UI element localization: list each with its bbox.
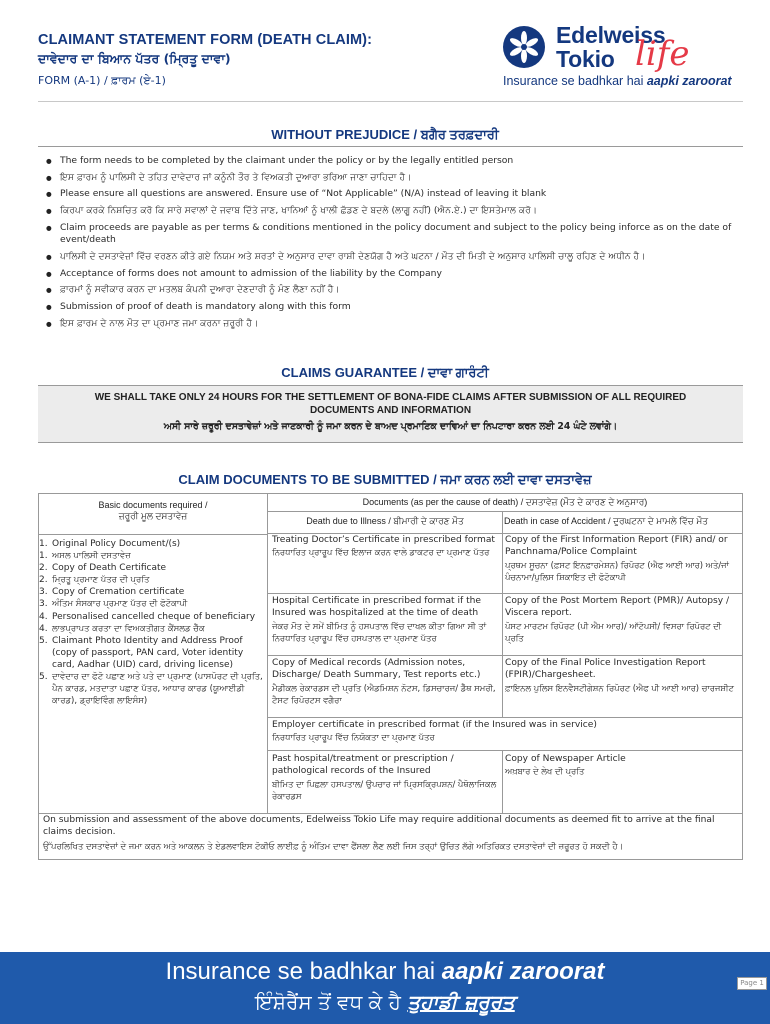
past-records-pa: ਬੀਮਿਤ ਦਾ ਪਿਛਲਾ ਹਸਪਤਾਲ/ ਉਪਚਾਰ ਜਾਂ ਪ੍ਰਿਸਕ੍ਰਿਪਸ਼ਨ/ ਪੈਥੋਲਾਜਿਕਲ ਰੇਕਾਰਡਸ <box>272 778 497 801</box>
accident-doc-en: Copy of the First Information Report (FIR) and/ or Panchnama/Police Complaint <box>505 535 728 558</box>
section-heading-claim-documents: CLAIM DOCUMENTS TO BE SUBMITTED / ਜਮਾ ਕਰਨ ਲਈ ਦਾਵਾ ਦਸਤਾਵੇਜ਼ <box>178 472 592 487</box>
guarantee-text-line2: DOCUMENTS AND INFORMATION <box>309 405 472 416</box>
logo-word-life: life <box>635 34 690 74</box>
accident-doc-en: Copy of the Final Police Investigation Report (FPIR)/Chargesheet. <box>505 658 706 681</box>
item-text: ਲਾਭਪ੍ਰਾਪਤ ਕਰਤਾ ਦਾ ਵਿਅਕਤੀਗਤ ਕੈਂਸਲਡ ਚੈੱਕ <box>52 623 205 634</box>
list-item: ● ਇਸ ਫ਼ਾਰਮ ਦੇ ਨਾਲ ਮੌਤ ਦਾ ਪ੍ਰਮਾਣ ਜਮਾ ਕਰਨਾ ਜ਼ਰੂਰੀ ਹੈ। <box>46 318 741 330</box>
footer-tagline-plain: Insurance se badhkar hai <box>165 958 442 985</box>
list-item <box>39 538 265 550</box>
list-item <box>39 623 265 635</box>
illness-doc-en: Treating Doctor’s Certificate in prescribed format <box>272 535 495 545</box>
list-item: ● Claim proceeds are payable as per terms & conditions mentioned in the policy document and subject to the policy being inforce as on the date of event/death <box>46 222 741 247</box>
illness-doc-pa: ਜੇਕਰ ਮੌਤ ਦੇ ਸਮੇਂ ਬੀਮਿਤ ਨੂੰ ਹਸਪਤਾਲ ਵਿੱਚ ਦਾਖਲ ਕੀਤਾ ਗਿਆ ਸੀ ਤਾਂ ਨਿਰਧਾਰਿਤ ਪ੍ਰਾਰੂਪ ਵਿੱਚ ਹਸਪਤਾਲ ਦਾ ਪ੍ਰਮਾਣ ਪੱਤਰ <box>272 620 487 643</box>
list-item: ● ਇਸ ਫ਼ਾਰਮ ਨੂੰ ਪਾਲਿਸੀ ਦੇ ਤਹਿਤ ਦਾਵੇਦਾਰ ਜਾਂ ਕਨੂੰਨੀ ਤੌਰ ਤੇ ਵਿਅਕਤੀ ਦੁਆਰਾ ਭਰਿਆ ਜਾਣਾ ਚਾਹਿਦਾ ਹੈ। <box>46 172 741 184</box>
tagline-plain: Insurance se badhkar hai <box>503 74 647 88</box>
item-text: Claimant Photo Identity and Address Proof (copy of passport, PAN card, Voter identity card, Aadhar (UID) card, driving license) <box>52 635 244 670</box>
list-item: ● ਕਿਰਪਾ ਕਰਕੇ ਨਿਸ਼ਚਿਤ ਕਰੋ ਕਿ ਸਾਰੇ ਸਵਾਲਾਂ ਦੇ ਜਵਾਬ ਦਿੱਤੇ ਜਾਣ, ਖਾਨਿਆਂ ਨੂੰ ਖਾਲੀ ਛੱਡਣ ਦੇ ਬਦਲੇ (ਲਾਗੂ ਨਹੀਂ) (ਐਨ.ਏ.) ਦਾ ਇਸਤੇਮਾਲ ਕਰੋ। <box>46 205 741 217</box>
item-number: 3. <box>39 599 48 610</box>
list-item <box>39 598 265 610</box>
edelweiss-tokio-logo <box>503 22 743 92</box>
item-text: ਅੰਤਿਮ ਸੰਸਕਾਰ ਪ੍ਰਮਾਣ ਪੱਤਰ ਦੀ ਫੋਟੋਕਾਪੀ <box>52 599 188 610</box>
footer-tagline-pa-emphasis: ਤੁਹਾਡੀ ਜ਼ਰੂਰਤ <box>407 990 515 1014</box>
item-number: 5. <box>39 635 48 646</box>
list-item: ● ਪਾਲਿਸੀ ਦੇ ਦਸਤਾਵੇਜ਼ਾਂ ਵਿੱਚ ਵਰਣਨ ਕੀਤੇ ਗਏ ਨਿਯਮ ਅਤੇ ਸ਼ਰਤਾਂ ਦੇ ਅਨੁਸਾਰ ਦਾਵਾ ਰਾਸ਼ੀ ਦੇਣਯੋਗ ਹੈ ਅਤੇ ਘਟਨਾ / ਮੌਤ ਦੀ ਮਿਤੀ ਦੇ ਅਨੁਸਾਰ ਪਾਲਿਸੀ ਚਾਲੂ ਰਹਿਣ ਦੇ ਅਧੀਨ ਹੈ। <box>46 251 741 263</box>
newspaper-article-cell <box>503 750 742 813</box>
item-text: Copy of Death Certificate <box>52 563 167 574</box>
item-number: 3. <box>39 587 48 598</box>
list-item <box>39 574 265 586</box>
accident-doc-pa: ਪ੍ਰਥਮ ਸੂਚਨਾ (ਫ਼ਸਟ ਇਨਫ਼ਾਰਮੇਸ਼ਨ) ਰਿਪੋਰਟ (ਐਫ ਆਈ ਆਰ) ਅਤੇ/ਜਾਂ ਪੰਚਨਾਮਾ/ਪੁਲਿਸ ਸ਼ਿਕਾਇਤ ਦੀ ਫੋਟੋਕਾਪੀ <box>505 559 729 582</box>
instructions-list <box>46 155 741 334</box>
column-header-basic-documents <box>39 494 268 534</box>
footer-tagline-en <box>0 958 770 986</box>
item-number: 2. <box>39 563 48 574</box>
header-basic-en: Basic documents required / <box>98 500 208 510</box>
list-item <box>39 611 265 623</box>
item-number: 2. <box>39 575 48 586</box>
employer-doc-en: Employer certificate in prescribed format (if the Insured was in service) <box>272 720 597 730</box>
form-title: CLAIMANT STATEMENT FORM (DEATH CLAIM): <box>38 32 373 48</box>
list-item: ● Please ensure all questions are answered. Ensure use of “Not Applicable” (N/A) instead of leaving it blank <box>46 188 741 200</box>
logo-tagline <box>503 74 732 88</box>
newspaper-doc-en: Copy of Newspaper Article <box>505 754 626 764</box>
list-item: ● ਫ਼ਾਰਮਾਂ ਨੂੰ ਸਵੀਕਾਰ ਕਰਨ ਦਾ ਮਤਲਬ ਕੰਪਨੀ ਦੁਆਰਾ ਦੇਣਦਾਰੀ ਨੂੰ ਮੰਣ ਲੈਣਾ ਨਹੀਂ ਹੈ। <box>46 284 741 296</box>
header-basic-pa: ਜ਼ਰੂਰੀ ਮੂਲ ਦਸਤਾਵੇਜ਼ <box>118 511 188 521</box>
column-header-documents-by-cause: Documents (as per the cause of death) / ਦਸਤਾਵੇਜ਼ (ਮੌਤ ਦੇ ਕਾਰਣ ਦੇ ਅਨੁਸਾਰ) <box>268 494 742 512</box>
accident-doc-cell <box>503 655 742 717</box>
item-text: Personalised cancelled cheque of beneficiary <box>52 611 256 622</box>
newspaper-doc-pa: ਅਖ਼ਬਾਰ ਦੇ ਲੇਖ ਦੀ ਪ੍ਰਤਿ <box>505 766 585 777</box>
footer-tagline-pa-plain: ਇੰਸ਼ੋਰੈਂਸ ਤੋਂ ਵਧ ਕੇ ਹੈ <box>255 990 408 1014</box>
list-item: ● The form needs to be completed by the claimant under the policy or by the legally entitled person <box>46 155 741 167</box>
footer-tagline-emphasis: aapki zaroorat <box>441 958 605 985</box>
illness-doc-cell <box>268 593 503 655</box>
form-header <box>38 32 372 88</box>
column-header-illness: Death due to Illness / ਬੀਮਾਰੀ ਦੇ ਕਾਰਣ ਮੌਤ <box>268 512 503 534</box>
form-title-punjabi: ਦਾਵੇਦਾਰ ਦਾ ਬਿਆਨ ਪੱਤਰ (ਮ੍ਰਿਤੂ ਦਾਵਾ) <box>38 51 231 66</box>
item-number: 4. <box>39 611 48 622</box>
illness-doc-en: Hospital Certificate in prescribed format if the Insured was hospitalized at the time of death <box>272 596 482 619</box>
item-text: ਅਸਲ ਪਾਲਿਸੀ ਦਸਤਾਵੇਜ਼ <box>52 551 131 562</box>
note-pa: ਉੱਪਰਲਿਖਿਤ ਦਸਤਾਵੇਜ਼ਾਂ ਦੇ ਜਮਾ ਕਰਨ ਅਤੇ ਆਕਲਨ ਤੇ ਏਡਲਵਾਇਸ ਟੋਕੀਓ ਲਾਈਫ਼ ਨੂੰ ਅੰਤਿਮ ਦਾਵਾ ਫੈਂਸਲਾ ਲੈਣ ਲਈ ਜਿਸ ਤਰ੍ਹਾਂ ਉਚਿਤ ਲੱਗੇ ਅਤਿਰਿਕਤ ਦਸਤਾਵੇਜ਼ਾਂ ਦੀ ਜ਼ਰੂਰਤ ਹੋ ਸਕਦੀ ਹੈ। <box>43 840 624 851</box>
edelweiss-flower-icon <box>503 26 545 68</box>
accident-doc-en: Copy of the Post Mortem Report (PMR)/ Autopsy / Viscera report. <box>505 596 730 619</box>
footer-banner <box>0 952 770 1024</box>
employer-certificate-cell <box>268 717 742 750</box>
past-records-cell <box>268 750 503 813</box>
list-item <box>39 562 265 574</box>
guarantee-text-punjabi: ਅਸੀ ਸਾਰੇ ਜ਼ਰੂਰੀ ਦਸਤਾਵੇਜ਼ਾਂ ਅਤੇ ਜਾਣਕਾਰੀ ਨੂੰ ਜਮਾ ਕਰਨ ਦੇ ਬਾਅਦ ਪ੍ਰਮਾਣਿਕ ਦਾਵਿਆਂ ਦਾ ਨਿਪਟਾਰਾ ਕਰਨ ਲਈ 24 ਘੰਟੇ ਲਵਾਂਗੇ। <box>163 421 618 432</box>
item-number: 4. <box>39 623 48 634</box>
section-divider <box>38 146 743 147</box>
illness-doc-pa: ਮੈਡੀਕਲ ਰੇਕਾਰਡਸ ਦੀ ਪ੍ਰਤਿ (ਐਡਮਿਸ਼ਨ ਨੋਟਸ, ਡਿਸਚਾਰਜ/ ਡੈੱਥ ਸਮਰੀ, ਟੈਸਟ ਰਿਪੋਰਟਸ ਵਗੈਰਾ <box>272 682 496 705</box>
illness-doc-cell <box>268 655 503 717</box>
page-number: Page 1 <box>737 977 767 990</box>
column-header-accident: Death in case of Accident / ਦੁਰਘਟਨਾ ਦੇ ਮਾਮਲੇ ਵਿੱਚ ਮੌਤ <box>503 512 742 534</box>
list-item: ● Acceptance of forms does not amount to admission of the liability by the Company <box>46 268 741 280</box>
additional-documents-note <box>43 814 741 852</box>
list-item <box>39 671 265 707</box>
footer-tagline-pa <box>0 990 770 1014</box>
item-text: ਦਾਵੇਦਾਰ ਦਾ ਫੋਟੋ ਪਛਾਣ ਅਤੇ ਪਤੇ ਦਾ ਪ੍ਰਮਾਣ (ਪਾਸਪੋਰਟ ਦੀ ਪ੍ਰਤਿ, ਪੈਨ ਕਾਰਡ, ਮਤਦਾਤਾ ਪਛਾਣ ਪੱਤਰ, ਆਧਾਰ ਕਾਰਡ (ਯੂਆਈਡੀ ਕਾਰਡ), ਡ੍ਰਾਇਵਿੰਗ ਲਾਇਸੰਸ) <box>52 672 263 707</box>
accident-doc-cell <box>503 593 742 655</box>
item-number: 5. <box>39 672 48 683</box>
list-item <box>39 550 265 562</box>
employer-doc-pa: ਨਿਰਧਾਰਿਤ ਪ੍ਰਾਰੂਪ ਵਿੱਚ ਨਿਯੋਕਤਾ ਦਾ ਪ੍ਰਮਾਣ ਪੱਤਰ <box>272 732 435 743</box>
section-heading-claims-guarantee: CLAIMS GUARANTEE / ਦਾਵਾ ਗਾਰੰਟੀ <box>281 365 489 380</box>
section-heading-without-prejudice: WITHOUT PREJUDICE / ਬਗੈਰ ਤਰਫ਼ਦਾਰੀ <box>271 127 499 142</box>
note-en: On submission and assessment of the above documents, Edelweiss Tokio Life may require additional documents as deemed fit to arrive at the final claims decision. <box>43 815 715 838</box>
logo-word-edelweiss: Edelweiss <box>556 22 666 48</box>
accident-doc-cell <box>503 534 742 593</box>
list-item <box>39 635 265 671</box>
past-records-en: Past hospital/treatment or prescription / pathological records of the Insured <box>272 754 454 777</box>
header-divider <box>38 101 743 102</box>
claim-documents-table <box>38 493 743 860</box>
accident-doc-pa: ਪੋਸਟ ਮਾਰਟਮ ਰਿਪੋਰਟ (ਪੀ ਐਮ ਆਰ)/ ਆੱਟੋਪਸੀ/ ਵਿਸਰਾ ਰਿਪੋਰਟ ਦੀ ਪ੍ਰਤਿ <box>505 620 722 643</box>
claims-guarantee-box <box>38 385 743 443</box>
accident-doc-pa: ਫ਼ਾਇਨਲ ਪੁਲਿਸ ਇਨਵੈਸਟੀਗੇਸ਼ਨ ਰਿਪੋਰਟ (ਐਫ ਪੀ ਆਈ ਆਰ) ਚਾਰਜਸ਼ੀਟ <box>505 682 734 693</box>
form-number: FORM (A-1) / ਫ਼ਾਰਮ (ਏ-1) <box>38 74 166 87</box>
basic-documents-cell <box>39 534 268 813</box>
illness-doc-cell <box>268 534 503 593</box>
item-number: 1. <box>39 551 48 562</box>
item-text: ਮ੍ਰਿਤੂ ਪ੍ਰਮਾਣ ਪੱਤਰ ਦੀ ਪ੍ਰਤਿ <box>52 575 150 586</box>
logo-word-tokio: Tokio <box>556 46 615 72</box>
guarantee-text-line1: WE SHALL TAKE ONLY 24 HOURS FOR THE SETTLEMENT OF BONA-FIDE CLAIMS AFTER SUBMISSION OF ALL REQUIRED <box>94 392 687 403</box>
list-item: ● Submission of proof of death is mandatory along with this form <box>46 301 741 313</box>
item-number: 1. <box>39 539 48 549</box>
tagline-emphasis: aapki zaroorat <box>646 74 732 88</box>
basic-documents-list <box>39 538 265 707</box>
list-item <box>39 586 265 598</box>
illness-doc-pa: ਨਿਰਧਾਰਿਤ ਪ੍ਰਾਰੂਪ ਵਿੱਚ ਇਲਾਜ ਕਰਨ ਵਾਲੇ ਡਾਕਟਰ ਦਾ ਪ੍ਰਮਾਣ ਪੱਤਰ <box>272 547 490 558</box>
item-text: Original Policy Document/(s) <box>52 539 181 549</box>
illness-doc-en: Copy of Medical records (Admission notes, Discharge/ Death Summary, Test reports etc.) <box>272 658 481 681</box>
item-text: Copy of Cremation certificate <box>52 587 185 598</box>
